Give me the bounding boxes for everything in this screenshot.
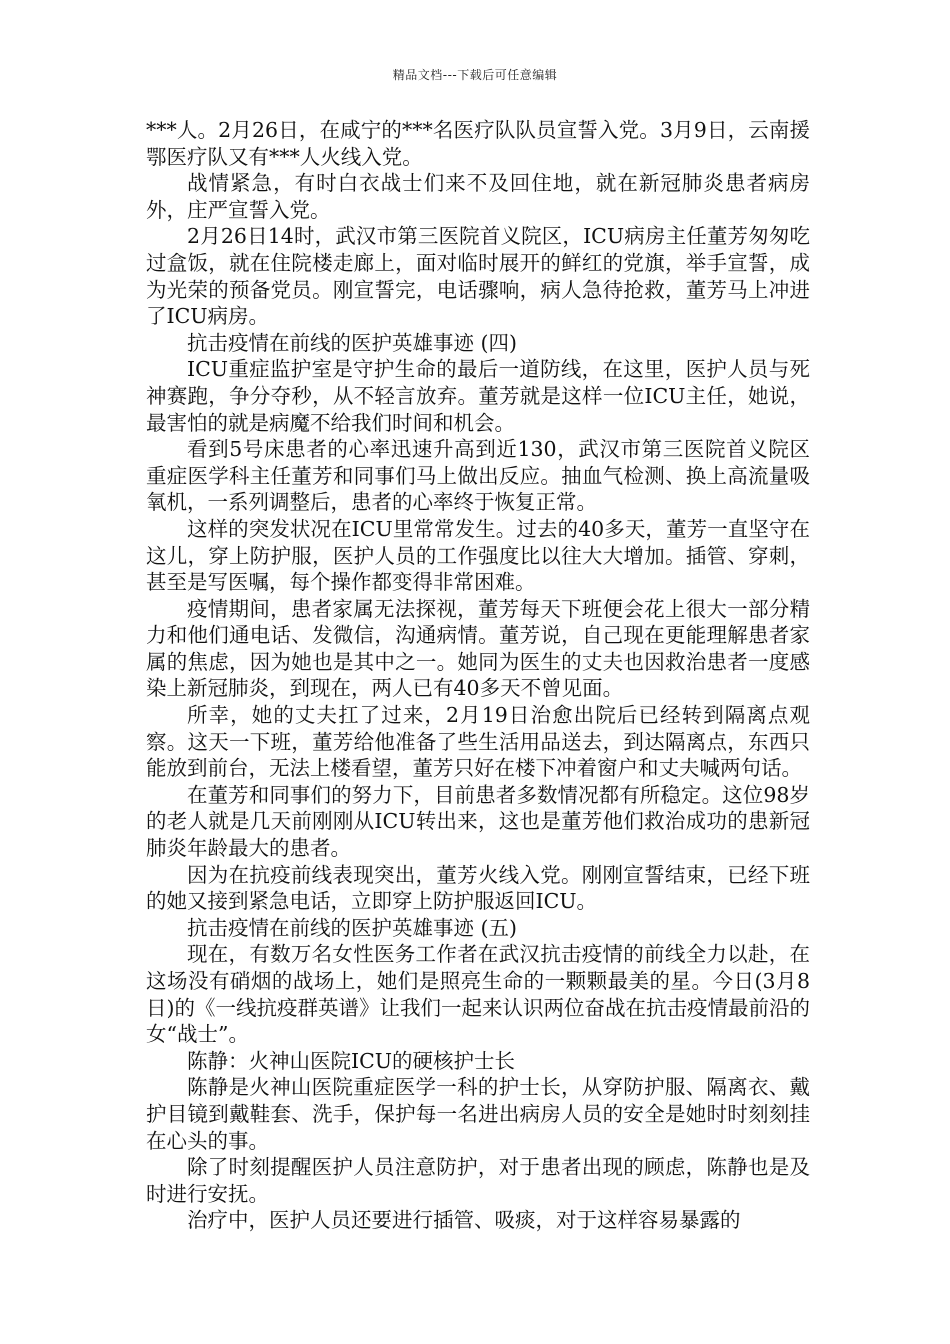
paragraph: 因为在抗疫前线表现突出，董芳火线入党。刚刚宣誓结束，已经下班的她又接到紧急电话，立即穿上防护服返回ICU。 bbox=[146, 862, 810, 914]
paragraph: 所幸，她的丈夫扛了过来，2月19日治愈出院后已经转到隔离点观察。这天一下班，董芳给他准备了些生活用品送去，到达隔离点，东西只能放到前台，无法上楼看望，董芳只好在楼下冲着窗户和丈夫喊两句话。 bbox=[146, 703, 810, 781]
paragraph: 看到5号床患者的心率迅速升高到近130，武汉市第三医院首义院区重症医学科主任董芳和同事们马上做出反应。抽血气检测、换上高流量吸氧机，一系列调整后，患者的心率终于恢复正常。 bbox=[146, 437, 810, 515]
subheading: 陈静：火神山医院ICU的硬核护士长 bbox=[187, 1048, 516, 1073]
paragraph: 2月26日14时，武汉市第三医院首义院区，ICU病房主任董芳匆匆吃过盒饭，就在住院楼走廊上，面对临时展开的鲜红的党旗，举手宣誓，成为光荣的预备党员。刚宣誓完，电话骤响，病人急待抢救，董芳马上冲进了ICU病房。 bbox=[146, 224, 810, 329]
document-body bbox=[146, 117, 810, 1234]
paragraph: 在董芳和同事们的努力下，目前患者多数情况都有所稳定。这位98岁的老人就是几天前刚刚从ICU转出来，这也是董芳他们救治成功的患新冠肺炎年龄最大的患者。 bbox=[146, 782, 810, 861]
paragraph: 疫情期间，患者家属无法探视，董芳每天下班便会花上很大一部分精力和他们通电话、发微信，沟通病情。董芳说，自己现在更能理解患者家属的焦虑，因为她也是其中之一。她同为医生的丈夫也因救治患者一度感染上新冠肺炎，到现在，两人已有40多天不曾见面。 bbox=[146, 596, 810, 701]
paragraph: ICU重症监护室是守护生命的最后一道防线，在这里，医护人员与死神赛跑，争分夺秒，从不轻言放弃。董芳就是这样一位ICU主任，她说，最害怕的就是病魔不给我们时间和机会。 bbox=[146, 357, 810, 435]
paragraph: 陈静是火神山医院重症医学一科的护士长，从穿防护服、隔离衣、戴护目镜到戴鞋套、洗手，保护每一名进出病房人员的安全是她时时刻刻挂在心头的事。 bbox=[146, 1075, 810, 1153]
paragraph: 战情紧急，有时白衣战士们来不及回住地，就在新冠肺炎患者病房外，庄严宣誓入党。 bbox=[146, 171, 810, 222]
paragraph: 这样的突发状况在ICU里常常发生。过去的40多天，董芳一直坚守在这儿，穿上防护服，医护人员的工作强度比以往大大增加。插管、穿刺，甚至是写医嘱，每个操作都变得非常困难。 bbox=[146, 516, 810, 595]
section-heading: 抗击疫情在前线的医护英雄事迹 (四) bbox=[187, 330, 518, 355]
section-heading: 抗击疫情在前线的医护英雄事迹 (五) bbox=[187, 915, 518, 940]
paragraph: ***人。2月26日，在咸宁的***名医疗队队员宣誓入党。3月9日，云南援鄂医疗队又有***人火线入党。 bbox=[146, 118, 810, 169]
paragraph: 治疗中，医护人员还要进行插管、吸痰，对于这样容易暴露的 bbox=[187, 1208, 741, 1233]
paragraph: 现在，有数万名女性医务工作者在武汉抗击疫情的前线全力以赴，在这场没有硝烟的战场上，她们是照亮生命的一颗颗最美的星。今日(3月8日)的《一线抗疫群英谱》让我们一起来认识两位奋战在抗击疫情最前沿的女“战士”。 bbox=[146, 942, 810, 1047]
paragraph: 除了时刻提醒医护人员注意防护，对于患者出现的顾虑，陈静也是及时进行安抚。 bbox=[146, 1155, 810, 1206]
page-header: 精品文档---下载后可任意编辑 bbox=[392, 68, 558, 82]
